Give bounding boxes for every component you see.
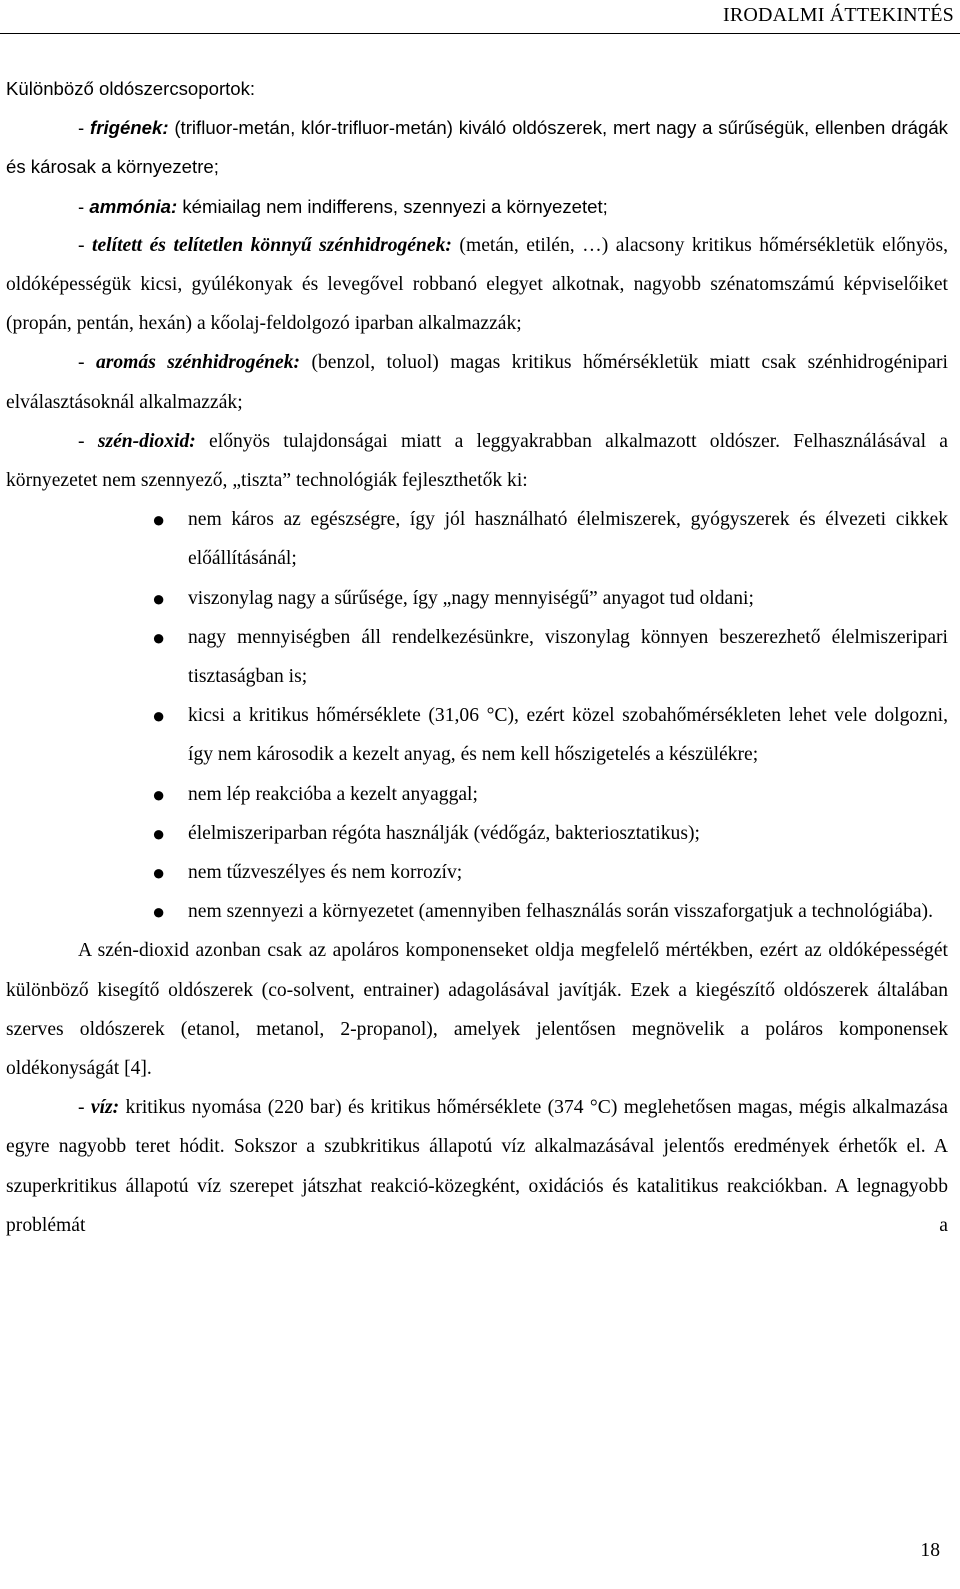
header-title: IRODALMI ÁTTEKINTÉS: [723, 4, 954, 26]
bullet-icon: ●: [152, 860, 166, 886]
item-text: kémiailag nem indifferens, szennyezi a környezetet;: [177, 195, 608, 217]
item-label: frigének:: [90, 117, 169, 139]
item-co2: - szén-dioxid: előnyös tulajdonságai miatt a leggyakrabban alkalmazott oldószer. Felhasználásával a környezetet nem szennyező, „tiszta” technológiák fejleszthetők ki:: [6, 430, 948, 492]
bullet-icon: ●: [152, 624, 166, 650]
list-item: ● nem lép reakcióba a kezelt anyaggal;: [6, 775, 948, 814]
bullet-icon: ●: [152, 585, 166, 611]
item-label: telített és telítetlen könnyű szénhidrogének:: [92, 234, 452, 256]
list-item: ● viszonylag nagy a sűrűsége, így „nagy mennyiségű” anyagot tud oldani;: [6, 579, 948, 618]
item-freons: - frigének: (trifluor-metán, klór-trifluor-metán) kiváló oldószerek, mert nagy a sűrűségük, ellenben drágák és károsak a környezetre;: [6, 117, 948, 178]
item-ammonia: - ammónia: kémiailag nem indifferens, szennyezi a környezetet;: [78, 195, 608, 217]
bullet-icon: ●: [152, 703, 166, 729]
item-water: - víz: kritikus nyomása (220 bar) és kritikus hőmérséklete (374 °C) meglehetősen magas, mégis alkalmazása egyre nagyobb teret hódit. Sokszor a szubkritikus állapotú víz alkalmazásával jelentős eredmények érhetők el. A szuperkritikus állapotú víz szerepet játszhat reakció-közegként, oxidációs és katalitikus reakciókban. A legnagyobb problémát a: [6, 1097, 948, 1236]
list-item: ● nagy mennyiségben áll rendelkezésünkre, viszonylag könnyen beszerezhető élelmiszeripari tisztaságban is;: [6, 618, 948, 696]
bullet-icon: ●: [152, 507, 166, 533]
list-item: ● élelmiszeriparban régóta használják (védőgáz, bakteriosztatikus);: [6, 814, 948, 853]
list-item: ● nem szennyezi a környezetet (amennyiben felhasználás során visszaforgatjuk a technológiába).: [6, 892, 948, 931]
item-hydrocarbons: - telített és telítetlen könnyű szénhidrogének: (metán, etilén, …) alacsony kritikus hőmérsékletük előnyös, oldóképességük kicsi, gyúlékonyak és levegővel robbanó elegyet alkotnak, nagyobb szénatomszámú képviselőiket (propán, pentán, hexán) a kőolaj-feldolgozó iparban alkalmazzák;: [6, 234, 948, 335]
document-body: [6, 69, 948, 1245]
cosolvent-paragraph: A szén-dioxid azonban csak az apoláros komponenseket oldja megfelelő mértékben, ezért az oldóképességét különböző kisegítő oldószerek (co-solvent, entrainer) adagolásával javítják. Ezek a kiegészítő oldószerek általában szerves oldószerek (etanol, metanol, 2-propanol), amelyek jelentősen megnövelik a poláros komponensek oldékonyságát [4].: [6, 940, 948, 1080]
solvent-groups-intro: Különböző oldószercsoportok:: [6, 78, 256, 99]
item-label: aromás szénhidrogének:: [95, 352, 301, 374]
list-item: ● kicsi a kritikus hőmérséklete (31,06 °C), ezért közel szobahőmérsékleten lehet vele dolgozni, így nem károsodik a kezelt anyag, és nem kell hőszigetelés a készülékre;: [6, 696, 948, 774]
item-label: víz:: [90, 1097, 120, 1119]
page-number: 18: [920, 1540, 940, 1561]
item-label: szén-dioxid:: [97, 430, 196, 452]
list-item: ● nem tűzveszélyes és nem korrozív;: [6, 853, 948, 892]
list-item: ● nem káros az egészségre, így jól használható élelmiszerek, gyógyszerek és élvezeti cikkek előállításánál;: [6, 500, 948, 578]
bullet-icon: ●: [152, 820, 166, 846]
item-aromatics: - aromás szénhidrogének: (benzol, toluol) magas kritikus hőmérsékletük miatt csak szénhidrogénipari elválasztásoknál alkalmazzák;: [6, 352, 948, 413]
bullet-icon: ●: [152, 899, 166, 925]
item-text: (benzol, toluol) magas kritikus hőmérsékletük miatt csak szénhidrogénipari elválasztásoknál alkalmazzák;: [6, 352, 948, 413]
item-text: (metán, etilén, …) alacsony kritikus hőmérsékletük előnyös, oldóképességük kicsi, gyúlékonyak és levegővel robbanó elegyet alkotnak, nagyobb szénatomszámú képviselőiket (propán, pentán, hexán) a kőolaj-feldolgozó iparban alkalmazzák;: [6, 234, 948, 335]
bullet-icon: ●: [152, 781, 166, 807]
co2-advantages-list: [6, 500, 948, 931]
item-text: (trifluor-metán, klór-trifluor-metán) kiváló oldószerek, mert nagy a sűrűségük, ellenben drágák és károsak a környezetre;: [6, 117, 948, 178]
running-header: [0, 0, 960, 34]
item-label: ammónia:: [89, 195, 178, 217]
item-text: előnyös tulajdonságai miatt a leggyakrabban alkalmazott oldószer. Felhasználásával a környezetet nem szennyező, „tiszta” technológiák fejleszthetők ki:: [6, 430, 948, 492]
item-text: kritikus nyomása (220 bar) és kritikus hőmérséklete (374 °C) meglehetősen magas, mégis alkalmazása egyre nagyobb teret hódit. Sokszor a szubkritikus állapotú víz alkalmazásával jelentős eredmények érhetők el. A szuperkritikus állapotú víz szerepet játszhat reakció-közegként, oxidációs és katalitikus reakciókban. A legnagyobb problémát a: [6, 1097, 948, 1236]
